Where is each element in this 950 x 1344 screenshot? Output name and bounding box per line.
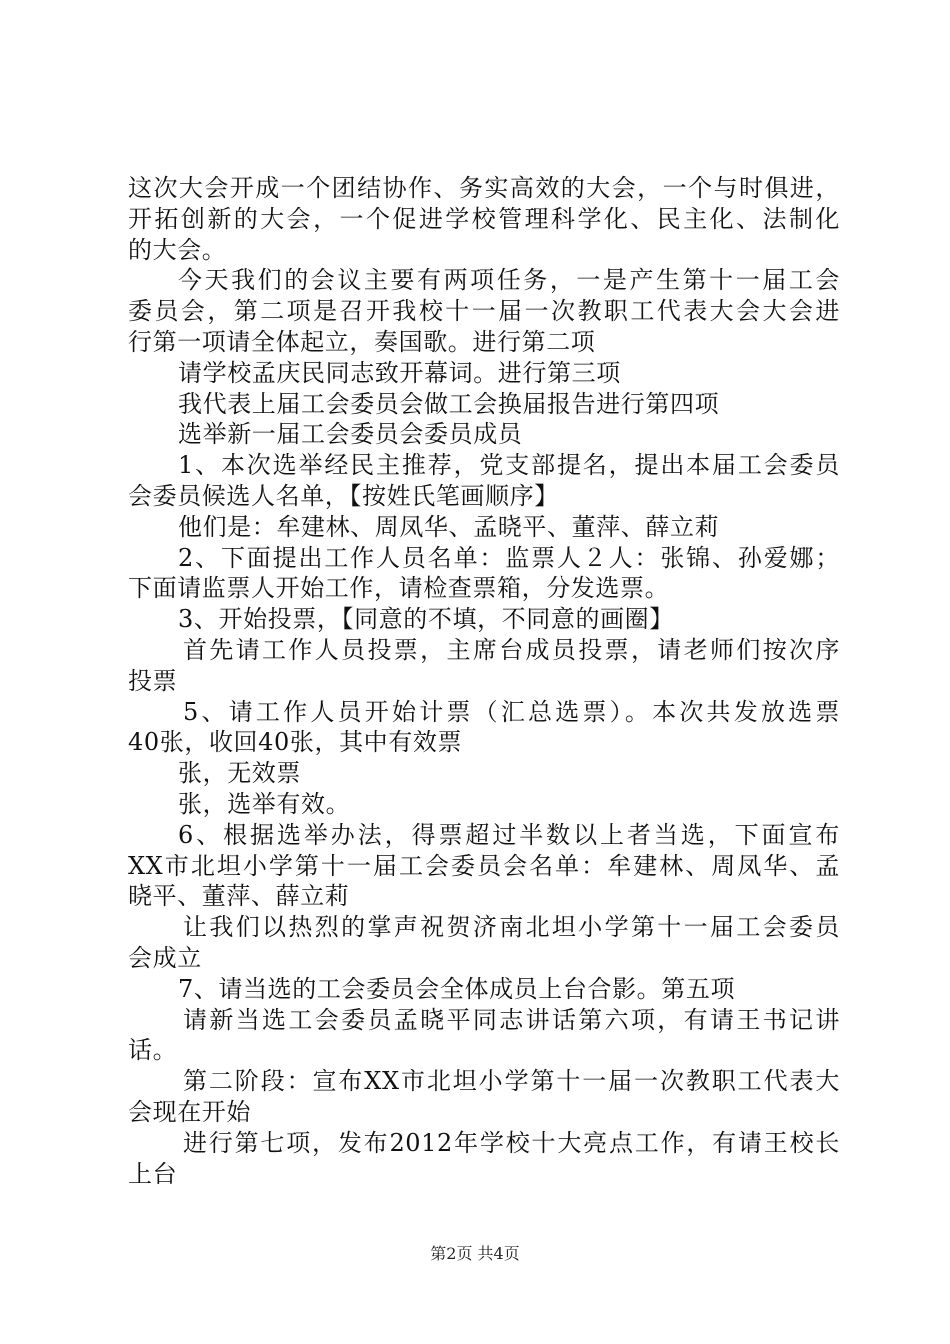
paragraph-line: 第二阶段：宣布XX市北坦小学第十一届一次教职工代表大: [183, 1067, 840, 1096]
paragraph-line: 6、根据选举办法，得票超过半数以上者当选，下面宣布: [178, 820, 840, 849]
paragraph-line: 他们是：牟建林、周凤华、孟晓平、董萍、薛立莉: [178, 512, 720, 541]
paragraph-line: 会委员候选人名单，【按姓氏笔画顺序】: [128, 481, 559, 510]
paragraph-line: 张，选举有效。: [178, 789, 351, 818]
paragraph-line: 上台: [128, 1159, 178, 1188]
paragraph-line: 让我们以热烈的掌声祝贺济南北坦小学第十一届工会委员: [183, 913, 840, 942]
paragraph-line: 张，无效票: [178, 759, 301, 788]
paragraph-line: 首先请工作人员投票，主席台成员投票，请老师们按次序: [183, 635, 840, 664]
paragraph-line: 开拓创新的大会，一个促进学校管理科学化、民主化、法制化: [128, 204, 840, 233]
paragraph-line: 行第一项请全体起立，奏国歌。进行第二项: [128, 327, 596, 356]
paragraph-line: 1、本次选举经民主推荐，党支部提名，提出本届工会委员: [178, 451, 840, 480]
paragraph-line: 请新当选工会委员孟晓平同志讲话第六项，有请王书记讲: [183, 1005, 840, 1034]
paragraph-line: 晓平、董萍、薛立莉: [128, 882, 350, 911]
paragraph-line: 7、请当选的工会委员会全体成员上台合影。第五项: [178, 974, 736, 1003]
paragraph-line: XX市北坦小学第十一届工会委员会名单：牟建林、周凤华、孟: [128, 851, 840, 880]
paragraph-line: 下面请监票人开始工作，请检查票箱，分发选票。: [128, 574, 670, 603]
paragraph-line: 5、请工作人员开始计票（汇总选票）。本次共发放选票: [183, 697, 840, 726]
paragraph-line: 这次大会开成一个团结协作、务实高效的大会，一个与时俱进，: [128, 174, 840, 202]
paragraph-line: 我代表上届工会委员会做工会换届报告进行第四项: [178, 389, 720, 418]
paragraph-line: 进行第七项，发布2012年学校十大亮点工作，有请王校长: [183, 1128, 840, 1157]
paragraph-line: 今天我们的会议主要有两项任务，一是产生第十一届工会: [178, 266, 840, 295]
paragraph-line: 会成立: [128, 943, 202, 972]
paragraph-line: 请学校孟庆民同志致开幕词。进行第三项: [178, 358, 621, 387]
body-text: [128, 173, 840, 1189]
paragraph-line: 40张，收回40张，其中有效票: [128, 728, 463, 757]
paragraph-line: 委员会，第二项是召开我校十一届一次教职工代表大会大会进: [128, 297, 840, 326]
paragraph-line: 投票: [128, 666, 178, 695]
paragraph-line: 选举新一届工会委员会委员成员: [178, 420, 523, 449]
paragraph-line: 的大会。: [128, 235, 227, 264]
paragraph-line: 3、开始投票，【同意的不填，不同意的画圈】: [178, 605, 674, 634]
page-footer: 第2页 共4页: [430, 1244, 520, 1263]
paragraph-line: 会现在开始: [128, 1097, 251, 1126]
paragraph-line: 2、下面提出工作人员名单：监票人２人：张锦、孙爱娜；: [178, 543, 840, 572]
paragraph-line: 话。: [128, 1036, 178, 1065]
